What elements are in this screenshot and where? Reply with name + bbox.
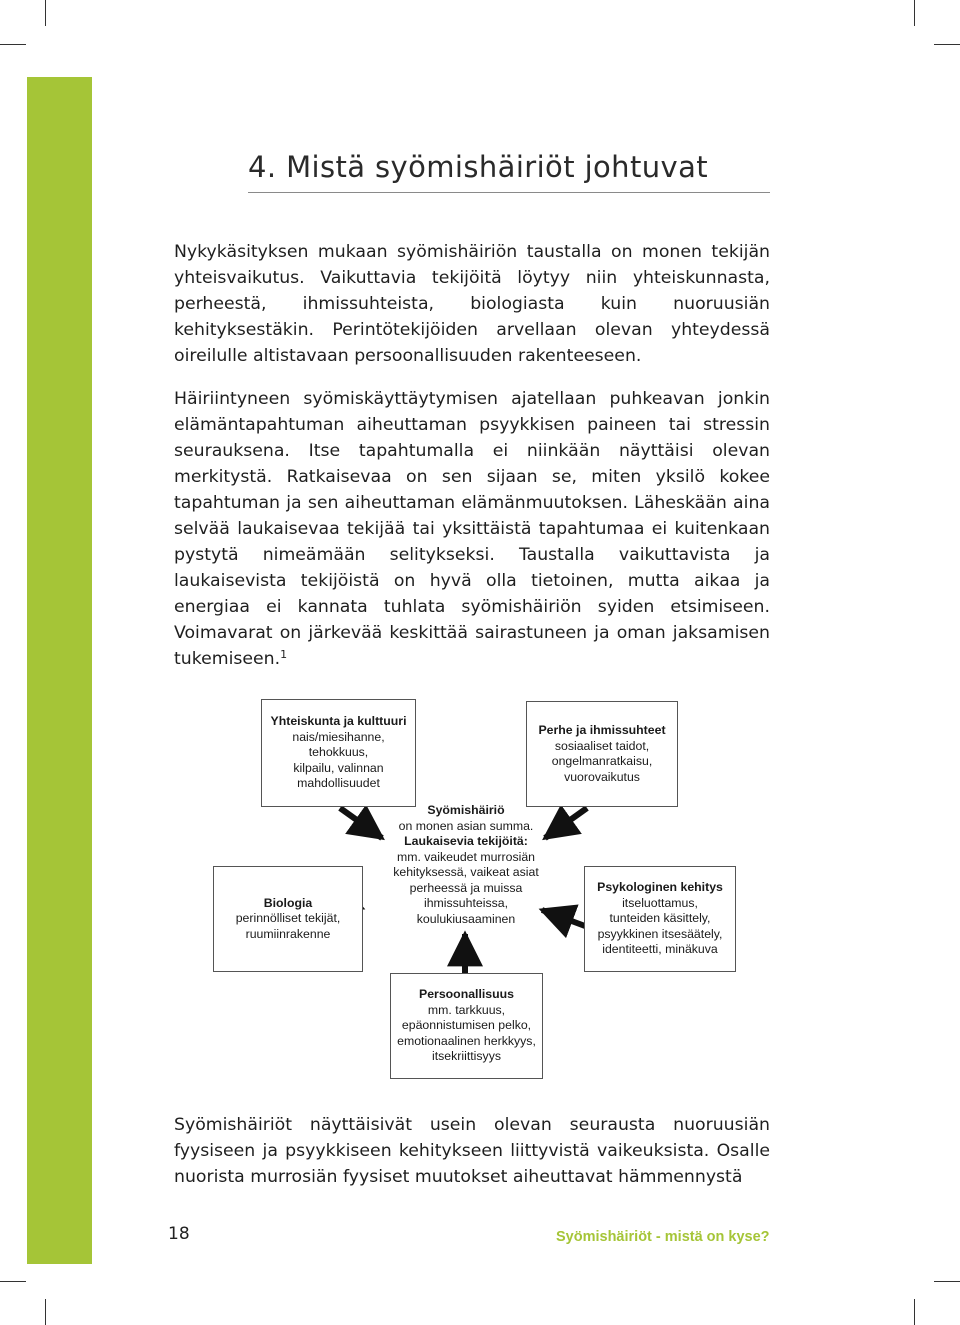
box-biology-line: ruumiinrakenne [245,926,331,941]
box-society-title: Yhteiskunta ja kulttuuri [270,714,407,729]
box-biology-title: Biologia [263,895,313,910]
box-psychology [584,866,736,972]
box-personality-line: mm. tarkkuus, [427,1002,506,1017]
box-personality [390,973,543,1079]
running-title: Syömishäiriöt - mistä on kyse? [556,1229,770,1245]
box-psychology-line: itseluottamus, [622,895,698,910]
center-line: koulukiusaaminen [416,911,516,926]
center-title: Syömishäiriö [427,803,505,817]
box-family [526,701,678,807]
box-personality-title: Persoonallisuus [419,987,514,1002]
center-subtitle: Laukaisevia tekijöitä: [404,834,528,848]
box-psychology-title: Psykologinen kehitys [597,880,723,895]
box-society-line: tehokkuus, [308,745,369,760]
box-psychology-line: tunteiden käsittely, [609,911,711,926]
body-paragraph-3: Syömishäiriöt näyttäisivät usein olevan seurausta nuoruusiän fyysiseen ja psyykkiseen kehitykseen liittyvistä vaikeuksista. Osalle nuorista murrosiän fyysiset muutokset aiheuttavat hämmennystä [174,1115,770,1187]
box-family-title: Perhe ja ihmissuhteet [538,723,666,737]
box-family-line: ongelmanratkaisu, [551,754,653,768]
page-number: 18 [168,1224,190,1244]
box-family-line: vuorovaikutus [564,769,640,784]
box-psychology-line: identiteetti, minäkuva [602,942,718,957]
center-line: perheessä ja muissa [409,880,523,895]
center-line: on monen asian summa. [398,818,534,833]
box-family-line: sosiaaliset taidot, [554,738,650,753]
box-biology-line: perinnölliset tekijät, [235,911,341,926]
box-personality-line: itsekriittisyys [431,1049,501,1064]
center-line: mm. vaikeudet murrosiän [396,849,536,864]
box-biology [213,866,363,972]
box-psychology-line: psyykkinen itsesäätely, [597,926,723,941]
body-paragraph-1: Nykykäsityksen mukaan syömishäiriön taustalla on monen tekijän yhteisvaikutus. Vaikuttavia tekijöitä löytyy niin yhteiskunnasta, perheestä, ihmissuhteista, biologiasta kuin nuoruusiän kehityksestäkin. Perintötekijöiden arvellaan olevan yhteydessä oireilulle altistavaan persoonallisuuden rakenteeseen. [174,242,770,366]
box-society-line: nais/miesihanne, [292,729,385,744]
box-personality-line: epäonnistumisen pelko, [401,1018,532,1033]
box-society [261,699,416,807]
chapter-title: 4. Mistä syömishäiriöt johtuvat [248,150,770,193]
body-paragraph-2-text: Häiriintyneen syömiskäyttäytymisen ajatellaan puhkeavan jonkin elämäntapahtuman aiheuttaman psyykkisen paineen tai stressin seurauksena. Itse tapahtumalla ei niinkään näyttäisi olevan merkitystä. Ratkaisevaa on sen sijaan se, miten yksilö kokee tapahtuman ja sen aiheuttaman elämänmuutoksen. Läheskään aina selvää laukaisevaa tekijää tai yksittäistä tapahtumaa ei kuitenkaan pystytä nimeämään selitykseksi. Taustalla vaikuttavista ja laukaisevista tekijöistä on hyvä olla tietoinen, mutta aikaa ja energiaa ei kannata tuhlata syömishäiriön syiden etsimiseen. Voimavarat on järkevää keskittää sairastuneen ja oman jaksamisen tukemiseen. [174,389,770,669]
footnote-ref: 1 [280,648,288,661]
box-society-line: mahdollisuudet [297,776,380,791]
center-line: kehityksessä, vaikeat asiat [393,865,539,879]
center-line: ihmissuhteissa, [423,896,509,910]
box-personality-line: emotionaalinen herkkyys, [397,1033,536,1048]
center-eating-disorder [376,803,556,927]
box-society-line: kilpailu, valinnan [293,760,384,775]
